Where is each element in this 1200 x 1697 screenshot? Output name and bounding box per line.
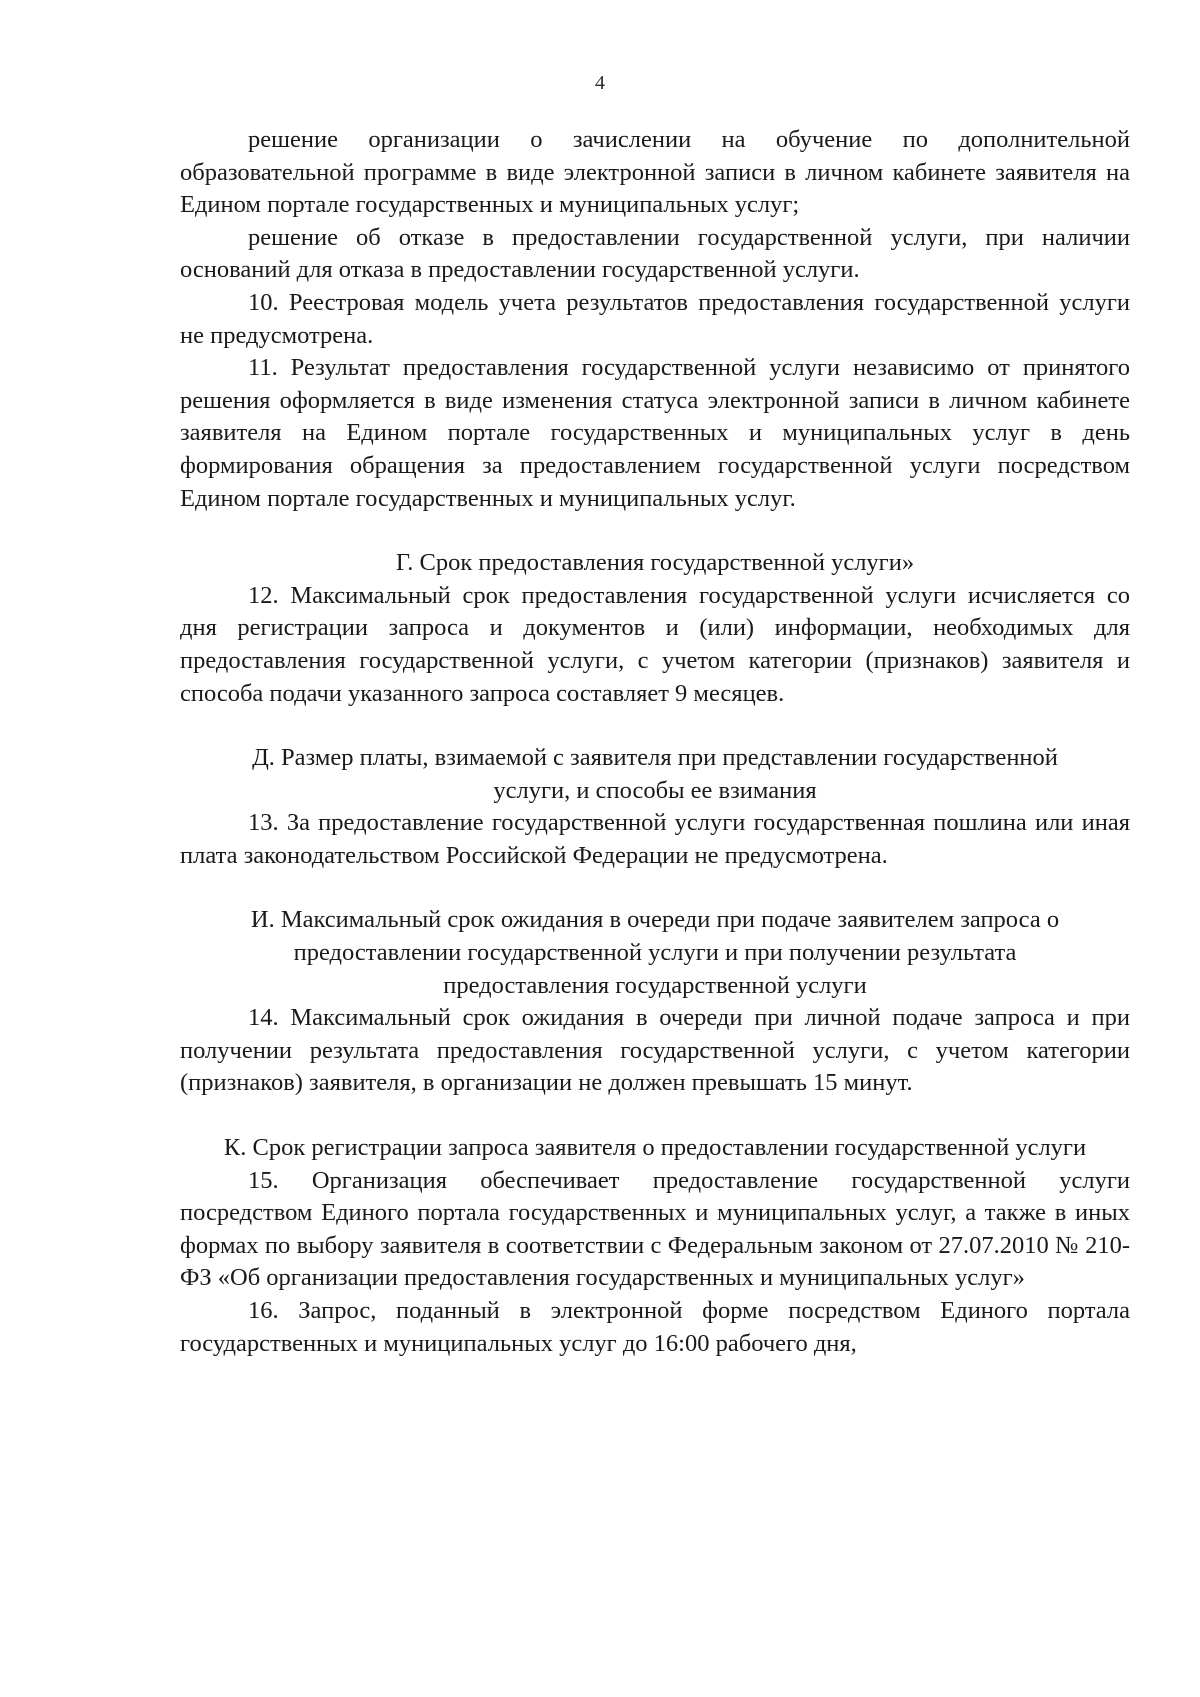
spacer: [180, 515, 1130, 547]
paragraph: решение организации о зачислении на обучение по дополнительной образовательной программе в виде электронной записи в личном кабинете заявителя на Едином портале государственных и муниципальных услуг;: [180, 126, 1130, 219]
paragraph: 11. Результат предоставления государственной услуги независимо от принятого решения оформляется в виде изменения статуса электронной записи в личном кабинете заявителя на Едином портале государственных и муниципальных услуг в день формирования обращения за предоставлением государственной услуги посредством Едином портале государственных и муниципальных услуг.: [180, 354, 1130, 512]
section-heading-d: Д. Размер платы, взимаемой с заявителя при представлении государственной услуги, и способы ее взимания: [252, 744, 1058, 804]
spacer: [180, 1100, 1130, 1132]
paragraph: 12. Максимальный срок предоставления государственной услуги исчисляется со дня регистрации запроса и документов и (или) информации, необходимых для предоставления государственной услуги, с учетом категории (признаков) заявителя и способа подачи указанного запроса составляет 9 месяцев.: [180, 581, 1130, 707]
paragraph: 13. За предоставление государственной услуги государственная пошлина или иная плата законодательством Российской Федерации не предусмотрена.: [180, 809, 1130, 869]
document-body: [180, 124, 1130, 1360]
section-heading-k: К. Срок регистрации запроса заявителя о предоставлении государственной услуги: [223, 1134, 1087, 1162]
paragraph: 15. Организация обеспечивает предоставление государственной услуги посредством Единого портала государственных и муниципальных услуг, а также в иных формах по выбору заявителя в соответствии с Федеральным законом от 27.07.2010 № 210-ФЗ «Об организации предоставления государственных и муниципальных услуг»: [180, 1166, 1130, 1292]
section-heading-i: И. Максимальный срок ожидания в очереди при подаче заявителем запроса о предоставлении государственной услуги и при получении результата предоставления государственной услуги: [250, 906, 1060, 999]
paragraph: 16. Запрос, поданный в электронной форме посредством Единого портала государственных и муниципальных услуг до 16:00 рабочего дня,: [180, 1297, 1130, 1357]
spacer: [180, 872, 1130, 904]
paragraph: 14. Максимальный срок ожидания в очереди при личной подаче запроса и при получении результата предоставления государственной услуги, с учетом категории (признаков) заявителя, в организации не должен превышать 15 минут.: [180, 1004, 1130, 1097]
paragraph: решение об отказе в предоставлении государственной услуги, при наличии оснований для отказа в предоставлении государственной услуги.: [180, 223, 1130, 284]
spacer: [180, 710, 1130, 742]
section-heading-g: Г. Срок предоставления государственной услуги»: [395, 549, 915, 577]
page-number: 4: [595, 72, 605, 94]
paragraph: 10. Реестровая модель учета результатов предоставления государственной услуги не предусмотрена.: [180, 288, 1130, 349]
